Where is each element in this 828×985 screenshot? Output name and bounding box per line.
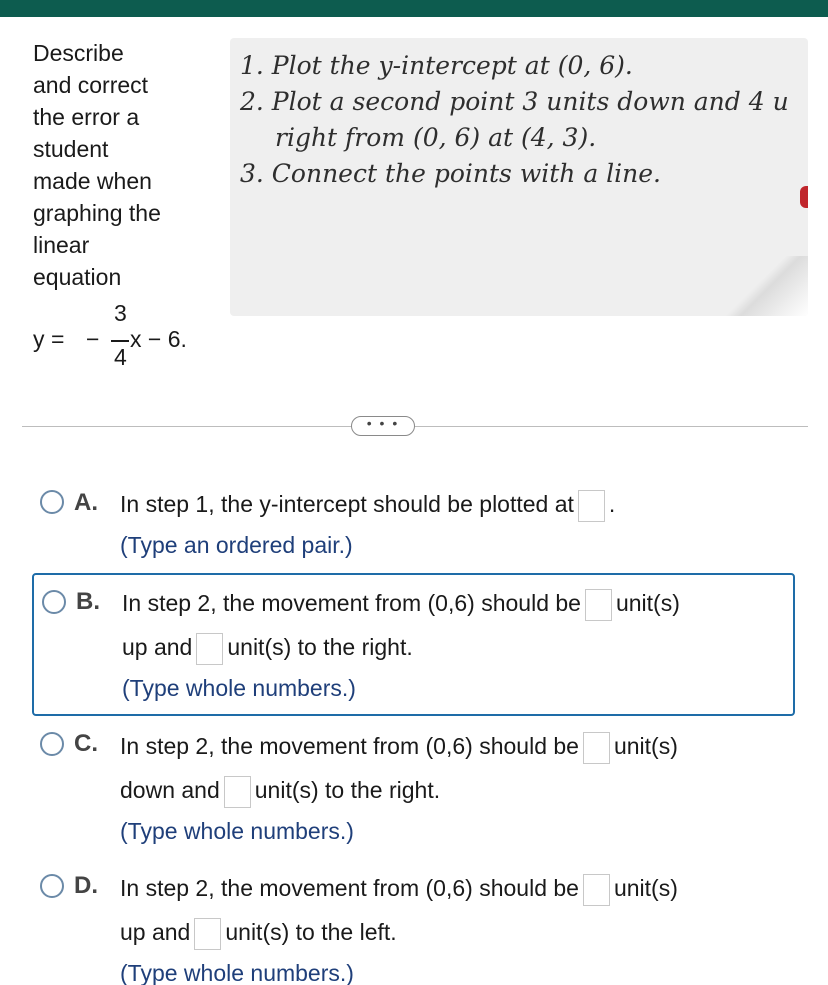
question-line: Describe <box>33 40 124 66</box>
option-b-line1: In step 2, the movement from (0,6) should be <box>122 590 581 616</box>
option-a-line1-end: . <box>608 491 616 517</box>
red-pencil-mark <box>800 186 808 208</box>
step-1: 1. Plot the y-intercept at (0, 6). <box>240 51 633 80</box>
option-a-letter: A. <box>74 489 98 516</box>
option-b-line2: up and <box>122 634 193 660</box>
option-b-letter: B. <box>76 588 100 615</box>
option-b-right-input[interactable] <box>196 633 223 665</box>
question-line: made when <box>33 168 152 194</box>
option-c-letter: C. <box>74 730 98 757</box>
option-b-line2-end: unit(s) to the right. <box>227 634 413 660</box>
question-line: equation <box>33 264 122 290</box>
option-d-hint: (Type whole numbers.) <box>120 960 354 985</box>
option-c-down-input[interactable] <box>583 732 610 764</box>
question-line: graphing the <box>33 200 161 226</box>
option-b-up-input[interactable] <box>585 589 612 621</box>
option-c-line2-end: unit(s) to the right. <box>254 777 441 803</box>
option-d-left-input[interactable] <box>194 918 221 950</box>
option-b[interactable] <box>32 573 795 716</box>
option-b-radio[interactable] <box>42 590 66 614</box>
option-c[interactable] <box>32 724 795 864</box>
option-a[interactable] <box>32 482 795 568</box>
student-work-image <box>230 38 808 316</box>
option-a-answer-input[interactable] <box>578 490 605 522</box>
fraction-denominator: 4 <box>114 344 127 370</box>
option-d-line2: up and <box>120 919 191 945</box>
question-line: student <box>33 136 109 162</box>
fraction-numerator: 3 <box>114 300 127 326</box>
option-d-radio[interactable] <box>40 874 64 898</box>
option-c-line1-end: unit(s) <box>613 733 678 759</box>
equation-rest: x − 6. <box>130 326 187 352</box>
option-c-hint: (Type whole numbers.) <box>120 818 354 844</box>
student-steps <box>240 48 789 192</box>
step-2: 2. Plot a second point 3 units down and 4 u <box>240 87 789 116</box>
option-c-line2: down and <box>120 777 220 803</box>
top-bar <box>0 0 828 17</box>
option-d-text <box>120 866 678 985</box>
option-b-hint: (Type whole numbers.) <box>122 675 356 701</box>
expand-more-button[interactable]: • • • <box>351 416 415 436</box>
option-d[interactable] <box>32 866 795 985</box>
fraction-bar <box>111 340 129 342</box>
equation-lhs: y <box>33 326 45 352</box>
question-line: the error a <box>33 104 140 130</box>
step-2-continued: right from (0, 6) at (4, 3). <box>275 123 597 152</box>
option-d-line2-end: unit(s) to the left. <box>225 919 397 945</box>
option-c-line1: In step 2, the movement from (0,6) should be <box>120 733 579 759</box>
divider <box>22 426 808 427</box>
option-c-radio[interactable] <box>40 732 64 756</box>
option-c-right-input[interactable] <box>224 776 251 808</box>
step-3: 3. Connect the points with a line. <box>240 159 662 188</box>
option-a-hint: (Type an ordered pair.) <box>120 532 353 558</box>
page-curl <box>718 256 808 316</box>
option-d-line1: In step 2, the movement from (0,6) should be <box>120 875 579 901</box>
option-a-line1: In step 1, the y-intercept should be plotted at <box>120 491 574 517</box>
equation-minus: − <box>86 326 100 352</box>
linear-equation <box>33 300 233 380</box>
option-a-radio[interactable] <box>40 490 64 514</box>
equation-equals: = <box>51 326 65 352</box>
option-d-line1-end: unit(s) <box>613 875 678 901</box>
option-c-text <box>120 724 678 850</box>
question-line: and correct <box>33 72 149 98</box>
option-b-line1-end: unit(s) <box>615 590 680 616</box>
question-prompt <box>33 37 223 293</box>
question-line: linear <box>33 232 90 258</box>
option-a-text <box>120 482 615 564</box>
option-d-letter: D. <box>74 872 98 899</box>
option-d-up-input[interactable] <box>583 874 610 906</box>
option-b-text <box>122 581 680 707</box>
